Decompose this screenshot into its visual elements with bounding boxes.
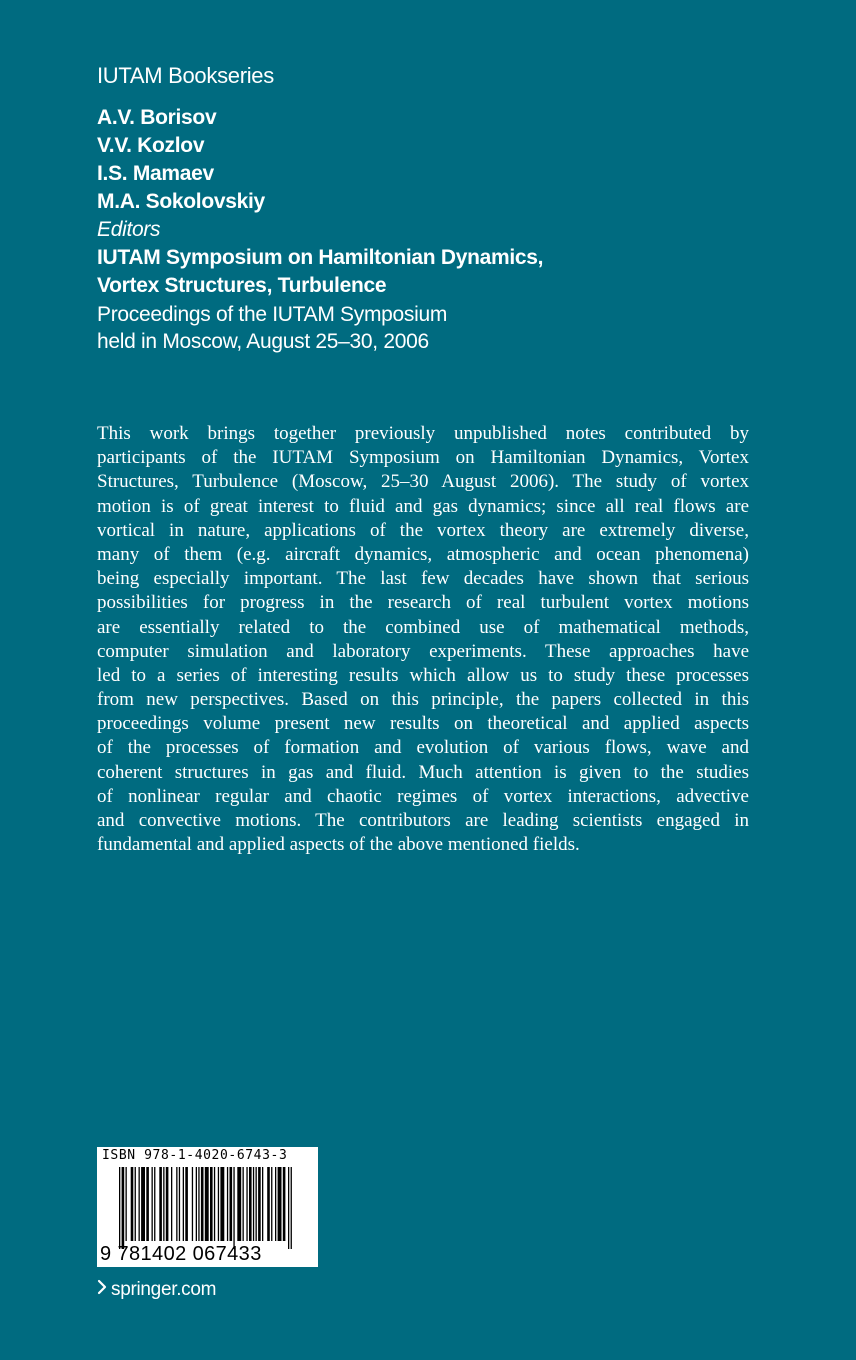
description-line: motion is of great interest to fluid and gas dynamics; since all real flows are [97, 495, 749, 517]
description-line: participants of the IUTAM Symposium on Hamiltonian Dynamics, Vortex [97, 447, 749, 469]
barcode-bar [253, 1167, 254, 1241]
barcode-bar [246, 1167, 247, 1241]
barcode-bar [220, 1167, 224, 1241]
editors-block [97, 104, 265, 244]
barcode-bar [159, 1167, 162, 1241]
editor-name: M.A. Sokolovskiy [97, 190, 265, 213]
barcode-bar [278, 1167, 282, 1241]
editor-name: A.V. Borisov [97, 106, 217, 129]
barcode-bar [291, 1167, 292, 1249]
description-line: proceedings volume present new results on theoretical and applied aspects [97, 713, 749, 735]
editor-name: V.V. Kozlov [97, 134, 205, 157]
barcode-bar [262, 1167, 263, 1241]
barcode-bar [256, 1167, 257, 1241]
book-title-line: IUTAM Symposium on Hamiltonian Dynamics, [97, 246, 544, 269]
barcode-bar [192, 1167, 193, 1241]
springer-link-text: springer.com [111, 1279, 217, 1300]
barcode-bar [218, 1167, 219, 1241]
book-subtitle [97, 301, 447, 355]
description-line: This work brings together previously unpublished notes contributed by [97, 423, 749, 444]
barcode-bar [233, 1167, 234, 1249]
barcode-bar [171, 1167, 172, 1241]
description-line: possibilities for progress in the research of real turbulent vortex motions [97, 592, 749, 614]
description-line: computer simulation and laboratory experiments. These approaches have [97, 640, 749, 662]
barcode-bar [283, 1167, 286, 1241]
barcode-bar [183, 1167, 184, 1241]
description-line: led to a series of interesting results which allow us to study these processes [97, 664, 749, 686]
description-line: of nonlinear regular and chaotic regimes of vortex interactions, advective [97, 785, 749, 807]
description-line: fundamental and applied aspects of the above mentioned fields. [97, 834, 580, 856]
barcode-bar [271, 1167, 272, 1241]
chevron-right-icon [97, 1279, 107, 1301]
barcode-bar [227, 1167, 228, 1241]
description-line: from new perspectives. Based on this principle, the papers collected in this [97, 689, 749, 711]
barcode-bar [288, 1167, 289, 1249]
description-line: of the processes of formation and evolution of various flows, wave and [97, 737, 749, 759]
book-title [97, 244, 543, 300]
barcode-bar [179, 1167, 180, 1241]
description-line: many of them (e.g. aircraft dynamics, atmospheric and ocean phenomena) [97, 543, 749, 565]
description-line: coherent structures in gas and fluid. Much attention is given to the studies [97, 761, 749, 783]
springer-link[interactable] [97, 1279, 216, 1301]
barcode-bar [237, 1167, 241, 1241]
barcode-bar [196, 1167, 197, 1241]
barcode-bar [214, 1167, 215, 1241]
barcode-bar [126, 1167, 127, 1241]
barcode-bar [139, 1167, 140, 1241]
description-line: and convective motions. The contributors are leading scientists engaged in [97, 810, 749, 831]
description-line: being especially important. The last few decades have shown that serious [97, 568, 749, 590]
barcode-bar [210, 1167, 213, 1241]
description-line: Structures, Turbulence (Moscow, 25–30 August 2006). The study of vortex [97, 471, 749, 493]
description-line: are essentially related to the combined use of mathematical methods, [97, 616, 749, 638]
book-title-line: Vortex Structures, Turbulence [97, 274, 387, 297]
barcode-bar [166, 1167, 169, 1241]
barcode-bar [141, 1167, 145, 1241]
barcode-bar [243, 1167, 244, 1241]
barcode-bar [249, 1167, 252, 1241]
barcode-bar [122, 1167, 125, 1249]
barcode-bar [230, 1167, 233, 1241]
isbn-barcode [97, 1147, 318, 1267]
book-subtitle-line: Proceedings of the IUTAM Symposium [97, 303, 448, 326]
barcode-digits: 9 781402 067433 [100, 1243, 262, 1265]
barcode-bar [198, 1167, 199, 1241]
series-name: IUTAM Bookseries [97, 63, 274, 88]
barcode-bar [176, 1167, 177, 1241]
barcode-bar [185, 1167, 188, 1241]
barcode-bar [163, 1167, 164, 1241]
barcode-bar [152, 1167, 153, 1241]
editors-role-label: Editors [97, 218, 161, 241]
book-subtitle-line: held in Moscow, August 25–30, 2006 [97, 330, 429, 353]
barcode-bar [119, 1167, 120, 1249]
book-description [97, 422, 749, 857]
barcode-bar [205, 1167, 209, 1241]
barcode-bar [275, 1167, 276, 1241]
barcode-bar [267, 1167, 270, 1241]
barcode-bar [258, 1167, 261, 1241]
isbn-label: ISBN 978-1-4020-6743-3 [102, 1148, 288, 1163]
description-line: vortical in nature, applications of the vortex theory are extremely diverse, [97, 519, 749, 541]
barcode-bar [146, 1167, 149, 1241]
barcode-bar [201, 1167, 204, 1241]
barcode-bar [135, 1167, 136, 1241]
barcode-bar [131, 1167, 134, 1241]
barcode-bar [154, 1167, 155, 1241]
editor-name: I.S. Mamaev [97, 162, 214, 185]
